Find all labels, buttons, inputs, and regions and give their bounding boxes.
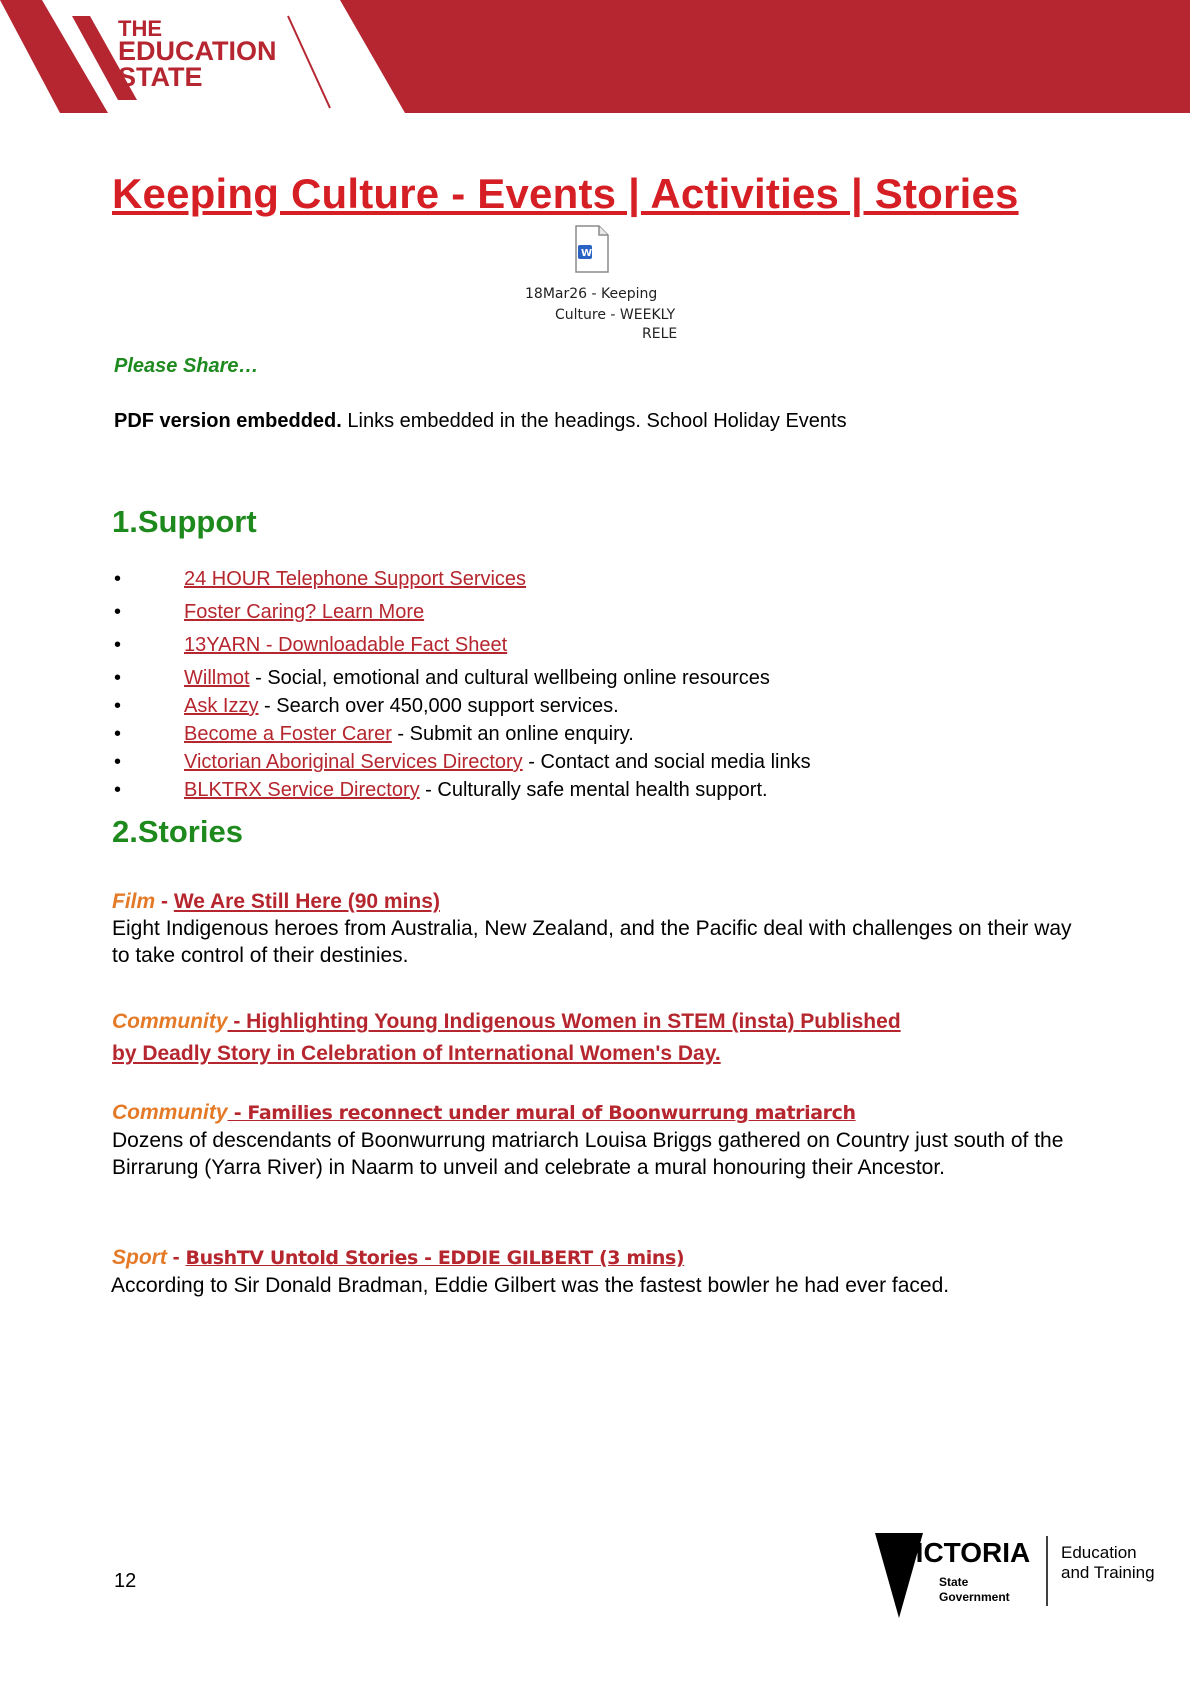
- intro-bold: PDF version embedded.: [114, 410, 342, 432]
- story-description: According to Sir Donald Bradman, Eddie Gilbert was the fastest bowler he had ever faced.: [111, 1274, 950, 1297]
- support-item-desc: - Submit an online enquiry.: [391, 723, 634, 745]
- story-link-deadly-story[interactable]: by Deadly Story in Celebration of International Women's Day.: [112, 1042, 721, 1065]
- vic-sub-government: Government: [939, 1590, 1010, 1604]
- word-document-icon[interactable]: [574, 225, 610, 273]
- story-link-boonwurrung-mural[interactable]: - Families reconnect under mural of Boonwurrung matriarch: [227, 1102, 856, 1124]
- dept-line2: and Training: [1061, 1563, 1155, 1582]
- story-link-young-women-stem[interactable]: - Highlighting Young Indigenous Women in STEM (insta): [227, 1010, 801, 1033]
- bullet: •: [114, 634, 122, 656]
- attachment-caption-line2: Culture - WEEKLY: [555, 307, 676, 323]
- support-link-blktrx[interactable]: BLKTRX Service Directory: [184, 779, 420, 801]
- story-category: Film: [112, 890, 156, 913]
- support-link-vic-aboriginal-directory[interactable]: Victorian Aboriginal Services Directory: [184, 751, 523, 773]
- page-number: 12: [114, 1570, 137, 1592]
- story-separator: -: [155, 890, 174, 913]
- support-link-13yarn[interactable]: 13YARN - Downloadable Fact Sheet: [184, 634, 508, 656]
- story-film: [112, 888, 1092, 969]
- attachment-caption-line1: 18Mar26 - Keeping: [525, 286, 658, 302]
- bullet: •: [114, 568, 122, 590]
- svg-text:W: W: [581, 248, 593, 259]
- story-link-published[interactable]: Published: [800, 1010, 901, 1033]
- logo-text-education: EDUCATION: [118, 36, 277, 66]
- intro-rest: Links embedded in the headings. School Holiday Events: [341, 410, 847, 432]
- bullet: •: [114, 751, 122, 773]
- bullet: •: [114, 695, 122, 717]
- support-link-ask-izzy[interactable]: Ask Izzy: [184, 695, 259, 717]
- bullet: •: [114, 779, 122, 801]
- support-link-willmot[interactable]: Willmot: [184, 667, 250, 689]
- support-link-foster-caring[interactable]: Foster Caring? Learn More: [184, 601, 425, 623]
- story-community-stem: [112, 1006, 1092, 1070]
- story-separator: -: [166, 1246, 186, 1269]
- story-description: Dozens of descendants of Boonwurrung matriarch Louisa Briggs gathered on Country just south of the Birrarung (Yarra River) in Naarm to unveil and celebrate a mural honouring their Ancestor.: [112, 1129, 1064, 1179]
- story-link-we-are-still-here[interactable]: We Are Still Here (90 mins): [173, 890, 440, 913]
- story-description: Eight Indigenous heroes from Australia, New Zealand, and the Pacific deal with challenges on their way to take control of their destinies.: [112, 917, 1072, 967]
- logo-text-state: STATE: [118, 62, 203, 92]
- support-item-desc: - Social, emotional and cultural wellbeing online resources: [249, 667, 770, 689]
- stories-heading: 2.Stories: [112, 814, 243, 849]
- banner-left-stripe: [0, 0, 108, 113]
- story-category: Sport: [112, 1246, 167, 1269]
- bullet: •: [114, 723, 122, 745]
- story-category: Community: [112, 1010, 228, 1033]
- support-item-desc: - Contact and social media links: [522, 751, 811, 773]
- story-category: Community: [112, 1101, 228, 1124]
- support-item-desc: - Culturally safe mental health support.: [419, 779, 768, 801]
- support-heading: 1.Support: [112, 504, 257, 539]
- story-link-eddie-gilbert[interactable]: BushTV Untold Stories - EDDIE GILBERT (3 mins): [185, 1247, 685, 1269]
- vic-sub-state: State: [939, 1575, 969, 1589]
- dept-line1: Education: [1061, 1543, 1137, 1562]
- intro-paragraph: [114, 410, 847, 433]
- attachment-caption-line3: RELE: [642, 326, 678, 342]
- support-link-become-foster-carer[interactable]: Become a Foster Carer: [184, 723, 392, 745]
- victoria-government-logo: [875, 1528, 1175, 1618]
- bullet: •: [114, 667, 122, 689]
- support-link-24hour[interactable]: 24 HOUR Telephone Support Services: [184, 568, 527, 590]
- header-banner: [0, 0, 1190, 115]
- please-share-text: Please Share…: [114, 355, 259, 377]
- story-community-mural: [112, 1099, 1092, 1181]
- support-item-desc: - Search over 450,000 support services.: [258, 695, 619, 717]
- vic-wordmark: VICTORIA: [897, 1537, 1031, 1568]
- page-title[interactable]: Keeping Culture - Events | Activities | Stories: [112, 170, 1019, 217]
- logo-text-the: THE: [118, 16, 162, 41]
- logo-slash: [288, 16, 330, 108]
- bullet: •: [114, 601, 122, 623]
- story-sport: [112, 1244, 1092, 1299]
